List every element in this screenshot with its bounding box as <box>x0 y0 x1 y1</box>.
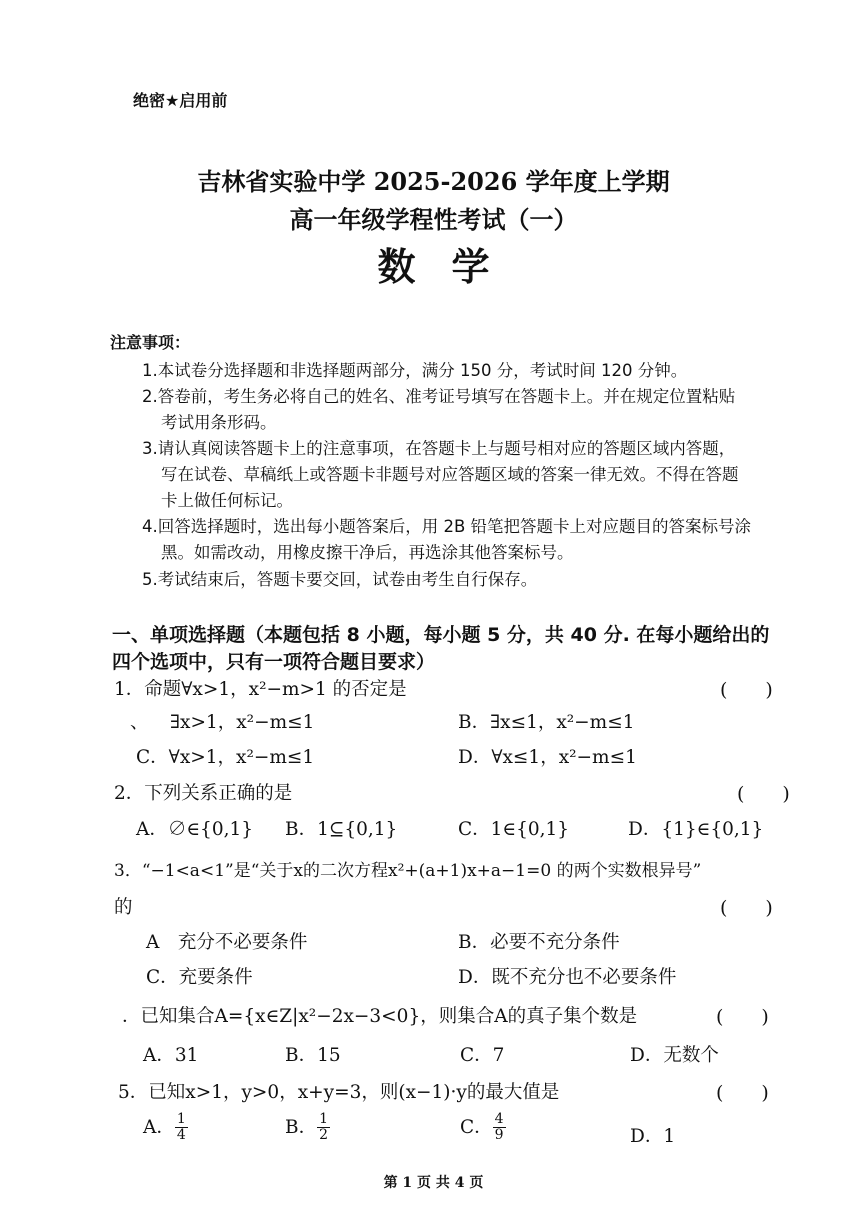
question-5-option-c <box>460 1112 506 1144</box>
question-3-stem-line1: 3．“−1<a<1”是“关于x的二次方程x²+(a+1)x+a−1=0 的两个实数根异号” <box>114 861 702 881</box>
answer-paren-5: ( ) <box>716 1082 769 1104</box>
section-heading-line2: 四个选项中，只有一项符合题目要求） <box>112 651 436 673</box>
answer-paren-2: ( ) <box>737 783 790 805</box>
question-1-mark: 、 <box>130 712 149 733</box>
answer-paren-1: ( ) <box>720 679 773 701</box>
question-4-option-b: B．15 <box>285 1045 341 1066</box>
notice-line: 3.请认真阅读答题卡上的注意事项，在答题卡上与题号相对应的答题区域内答题， <box>142 439 736 458</box>
exam-title-line1: 吉林省实验中学 2025-2026 学年度上学期 <box>197 167 670 196</box>
fraction-one-quarter: $\frac{1}{4}$ <box>176 1111 186 1144</box>
question-2-stem: 2．下列关系正确的是 <box>114 783 293 804</box>
question-3-option-a: A 充分不必要条件 <box>146 932 308 953</box>
question-1-option-d: D．∀x≤1，x²−m≤1 <box>458 747 637 768</box>
confidential-label: 绝密★启用前 <box>133 91 228 110</box>
question-5-option-a <box>143 1112 188 1144</box>
question-2-option-a: A．∅∈{0,1} <box>136 819 254 840</box>
fraction-four-ninths: $\frac{4}{9}$ <box>494 1111 504 1144</box>
question-1-option-b: B．∃x≤1，x²−m≤1 <box>458 712 635 733</box>
notice-line: 黑。如需改动，用橡皮擦干净后，再选涂其他答案标号。 <box>161 543 574 562</box>
notice-line: 写在试卷、草稿纸上或答题卡非题号对应答题区域的答案一律无效。不得在答题 <box>161 465 739 484</box>
notice-line: 5.考试结束后，答题卡要交回，试卷由考生自行保存。 <box>142 570 538 589</box>
section-heading-line1: 一、单项选择题（本题包括 8 小题，每小题 5 分，共 40 分. 在每小题给出的 <box>112 624 770 646</box>
notice-line: 1.本试卷分选择题和非选择题两部分，满分 150 分，考试时间 120 分钟。 <box>142 361 688 380</box>
question-3-stem-line2: 的 <box>114 897 133 918</box>
question-4-option-c: C．7 <box>460 1045 505 1066</box>
question-4-stem: ．已知集合A={x∈Z|x²−2x−3<0}，则集合A的真子集个数是 <box>122 1006 638 1027</box>
notice-line: 4.回答选择题时，选出每小题答案后，用 2B 铅笔把答题卡上对应题目的答案标号涂 <box>142 517 752 536</box>
answer-paren-4: ( ) <box>716 1006 769 1028</box>
question-5-stem: 5．已知x>1，y>0，x+y=3，则(x−1)·y的最大值是 <box>118 1082 560 1103</box>
question-2-option-b: B．1⊆{0,1} <box>285 819 398 840</box>
option-c-label: C． <box>460 1116 493 1138</box>
fraction-one-half: $\frac{1}{2}$ <box>319 1111 329 1144</box>
question-5-option-d: D．1 <box>630 1126 676 1147</box>
question-1-stem: 1．命题∀x>1，x²−m>1 的否定是 <box>114 679 407 700</box>
page-footer: 第 1 页 共 4 页 <box>383 1175 484 1191</box>
question-1-option-a: ∃x>1，x²−m≤1 <box>170 712 315 733</box>
notice-heading: 注意事项： <box>110 333 191 352</box>
notice-line: 考试用条形码。 <box>161 413 277 432</box>
notice-line: 2.答卷前，考生务必将自己的姓名、准考证号填写在答题卡上。并在规定位置粘贴 <box>142 387 736 406</box>
notice-line: 卡上做任何标记。 <box>161 491 293 510</box>
option-b-label: B． <box>285 1116 318 1138</box>
question-2-option-d: D．{1}∈{0,1} <box>628 819 764 840</box>
question-4-option-a: A．31 <box>143 1045 199 1066</box>
answer-paren-3: ( ) <box>720 897 773 919</box>
question-1-option-c: C．∀x>1，x²−m≤1 <box>136 747 315 768</box>
question-3-option-c: C．充要条件 <box>146 967 253 988</box>
exam-title-line2: 高一年级学程性考试（一） <box>289 205 578 234</box>
question-3-option-d: D．既不充分也不必要条件 <box>458 967 677 988</box>
option-a-label: A． <box>143 1116 175 1138</box>
question-5-option-b <box>285 1112 330 1144</box>
question-2-option-c: C．1∈{0,1} <box>458 819 570 840</box>
subject-title: 数学 <box>377 244 526 289</box>
question-3-option-b: B．必要不充分条件 <box>458 932 620 953</box>
question-4-option-d: D．无数个 <box>630 1045 719 1066</box>
